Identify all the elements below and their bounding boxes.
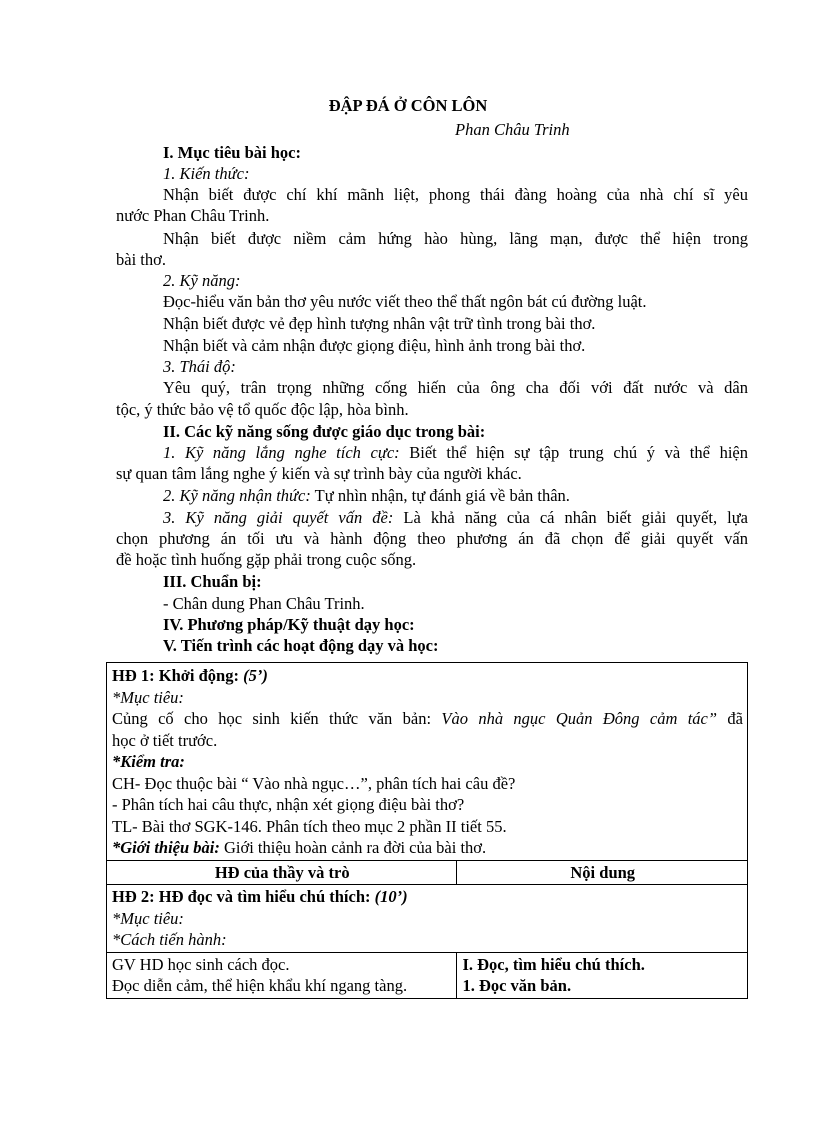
column-header: HĐ của thầy và trò <box>107 860 457 885</box>
cell-text: TL- Bài thơ SGK-146. Phân tích theo mục 2 phần II tiết 55. <box>112 816 507 836</box>
cell-text: CH- Đọc thuộc bài “ Vào nhà ngục…”, phân tích hai câu đề? <box>112 773 516 793</box>
lesson-table <box>106 662 748 999</box>
paragraph-line: Nhận biết được vẻ đẹp hình tượng nhân vật trữ tình trong bài thơ. <box>163 314 596 333</box>
document-title: ĐẬP ĐÁ Ở CÔN LÔN <box>328 96 488 115</box>
table-row <box>107 952 748 998</box>
section-heading: III. Chuẩn bị: <box>163 572 262 591</box>
cell-text: *Giới thiệu bài: Giới thiệu hoàn cảnh ra đời của bài thơ. <box>112 838 487 857</box>
activity-heading: HĐ 2: HĐ đọc và tìm hiểu chú thích: (10’) <box>112 887 408 906</box>
paragraph-line: chọn phương án tối ưu và hành động theo phương án đã chọn để giải quyết vấn <box>116 529 748 548</box>
paragraph-line: Đọc-hiểu văn bản thơ yêu nước viết theo thể thất ngôn bát cú đường luật. <box>163 292 647 311</box>
cell-text: - Phân tích hai câu thực, nhận xét giọng điệu bài thơ? <box>112 795 465 814</box>
paragraph-line: bài thơ. <box>116 250 166 269</box>
cell-text: Đọc diễn cảm, thể hiện khẩu khí ngang tàng. <box>112 976 408 995</box>
skill-label: 2. Kỹ năng nhận thức: <box>163 486 311 505</box>
paragraph-line: Nhận biết và cảm nhận được giọng điệu, hình ảnh trong bài thơ. <box>163 336 586 355</box>
cell-text: 1. Đọc văn bản. <box>462 976 572 995</box>
skill-text: Biết thể hiện sự tập trung chú ý và thể hiện <box>399 443 748 462</box>
skill-text: Là khả năng của cá nhân biết giải quyết, lựa <box>393 508 748 527</box>
section-heading: I. Mục tiêu bài học: <box>163 143 301 162</box>
author: Phan Châu Trinh <box>455 120 570 139</box>
paragraph-line: Yêu quý, trân trọng những cống hiến của ông cha đối với đất nước và dân <box>163 378 748 397</box>
table-cell <box>457 952 748 998</box>
section-heading: V. Tiến trình các hoạt động dạy và học: <box>163 636 439 655</box>
paragraph-line <box>163 507 748 528</box>
section-heading: II. Các kỹ năng sống được giáo dục trong bài: <box>163 422 486 441</box>
objective-label: *Mục tiêu: <box>112 908 184 928</box>
paragraph-line: đề hoặc tình huống gặp phải trong cuộc sống. <box>116 550 417 569</box>
cell-text: GV HD học sinh cách đọc. <box>112 954 290 974</box>
table-row <box>107 885 748 953</box>
skill-label: 1. Kỹ năng lắng nghe tích cực: <box>163 443 400 462</box>
check-label: *Kiểm tra: <box>112 752 185 771</box>
activity-heading: HĐ 1: Khởi động: (5’) <box>112 666 268 685</box>
paragraph-line: - Chân dung Phan Châu Trinh. <box>163 594 365 613</box>
table-header-row <box>107 860 748 885</box>
paragraph-line: nước Phan Châu Trinh. <box>116 206 270 225</box>
paragraph-line <box>163 442 748 463</box>
subheading: 2. Kỹ năng: <box>163 271 241 290</box>
table-row <box>107 663 748 861</box>
cell-text: Củng cố cho học sinh kiến thức văn bản: Vào nhà ngục Quản Đông cảm tác” đã <box>112 709 743 728</box>
table-cell <box>107 663 748 861</box>
cell-text: I. Đọc, tìm hiểu chú thích. <box>462 954 645 974</box>
table-cell <box>107 952 457 998</box>
paragraph-line: tộc, ý thức bảo vệ tổ quốc độc lập, hòa bình. <box>116 400 409 419</box>
table-cell <box>107 885 748 953</box>
paragraph-line <box>163 485 748 506</box>
paragraph-line: Nhận biết được chí khí mãnh liệt, phong thái đàng hoàng của nhà chí sĩ yêu <box>163 185 748 204</box>
procedure-label: *Cách tiến hành: <box>112 930 227 949</box>
section-heading: IV. Phương pháp/Kỹ thuật dạy học: <box>163 615 415 634</box>
subheading: 3. Thái độ: <box>163 357 236 376</box>
subheading: 1. Kiến thức: <box>163 164 250 183</box>
paragraph-line: sự quan tâm lắng nghe ý kiến và sự trình bày của người khác. <box>116 464 522 483</box>
column-header: Nội dung <box>457 860 748 885</box>
skill-text: Tự nhìn nhận, tự đánh giá về bản thân. <box>310 486 570 505</box>
paragraph-line: Nhận biết được niềm cảm hứng hào hùng, lãng mạn, được thể hiện trong <box>163 229 748 248</box>
skill-label: 3. Kỹ năng giải quyết vấn đề: <box>163 508 394 527</box>
objective-label: *Mục tiêu: <box>112 687 184 707</box>
cell-text: học ở tiết trước. <box>112 730 218 750</box>
